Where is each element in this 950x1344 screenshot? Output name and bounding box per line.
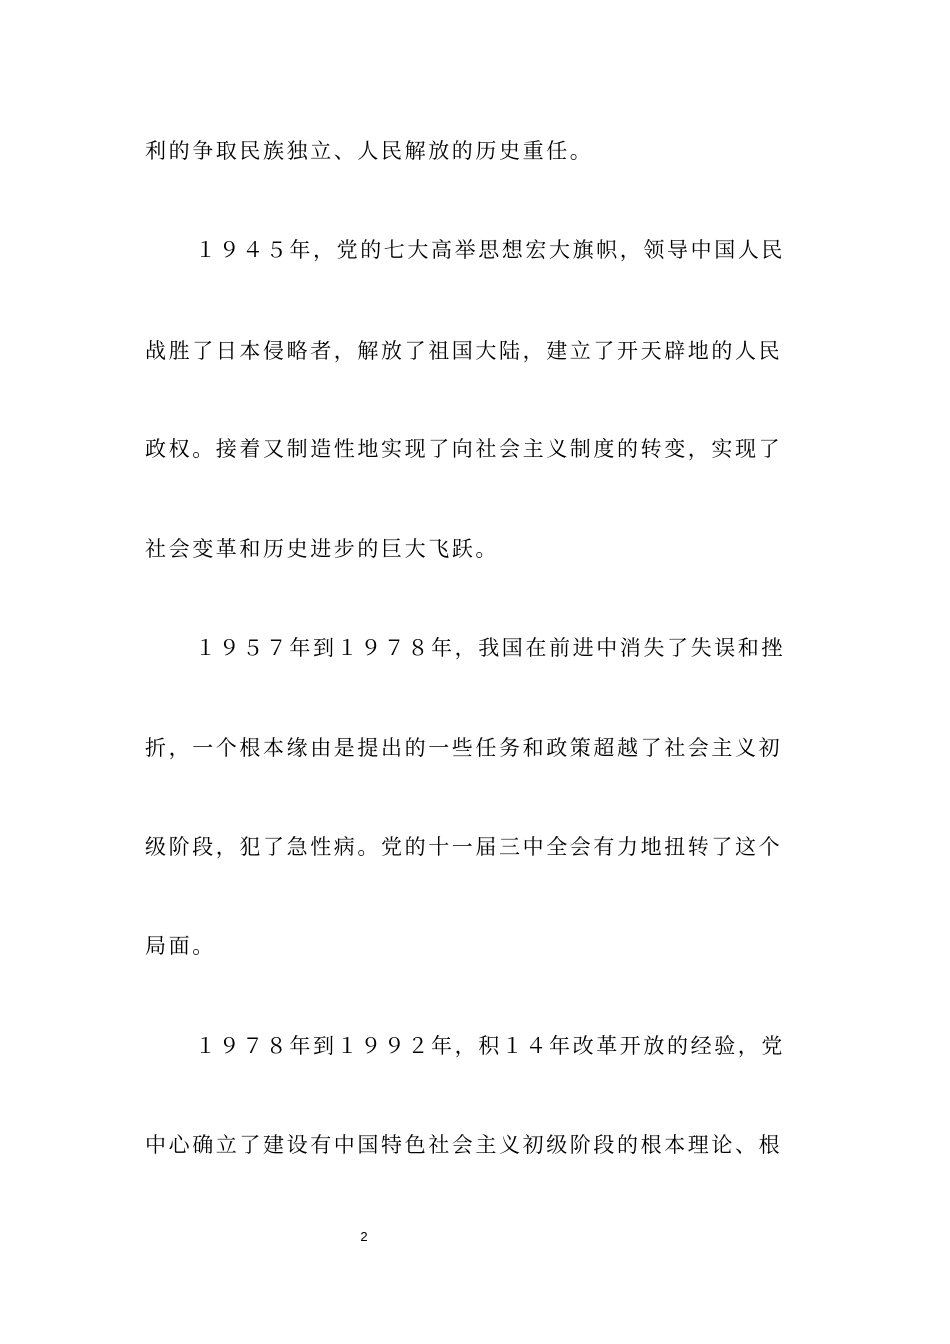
text-line: 政权。接着又制造性地实现了向社会主义制度的转变，实现了: [145, 437, 783, 461]
text-line: 折，一个根本缘由是提出的一些任务和政策超越了社会主义初: [145, 736, 783, 760]
paragraph-start-line: １９４５年，党的七大高举思想宏大旗帜，领导中国人民: [195, 238, 785, 262]
text-line: 利的争取民族独立、人民解放的历史重任。: [145, 139, 594, 163]
text-line: 社会变革和历史进步的巨大飞跃。: [145, 537, 499, 561]
text-line: 战胜了日本侵略者，解放了祖国大陆，建立了开天辟地的人民: [145, 339, 783, 363]
paragraph-start-line: １９５７年到１９７８年，我国在前进中消失了失误和挫: [195, 636, 785, 660]
text-line: 级阶段，犯了急性病。党的十一届三中全会有力地扭转了这个: [145, 835, 783, 859]
text-line: 中心确立了建设有中国特色社会主义初级阶段的根本理论、根: [145, 1133, 783, 1157]
text-line: 局面。: [145, 934, 216, 958]
page-number: 2: [360, 1229, 368, 1244]
paragraph-start-line: １９７８年到１９９２年，积１４年改革开放的经验，党: [195, 1034, 785, 1058]
